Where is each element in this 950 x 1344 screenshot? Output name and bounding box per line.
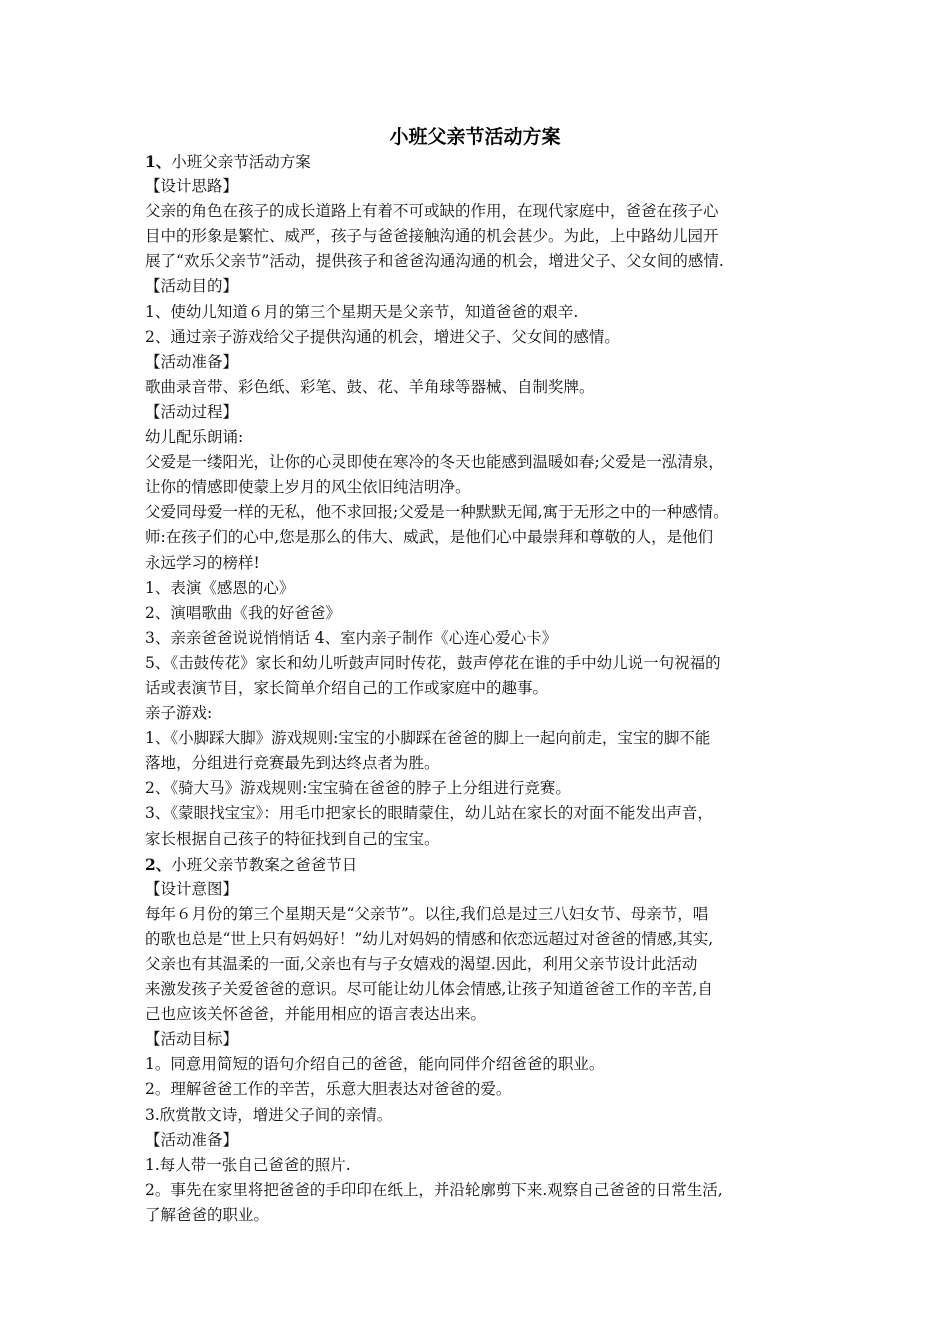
body-text-line xyxy=(145,827,817,852)
body-text-line xyxy=(145,1203,817,1228)
line-text: 【设计意图】 xyxy=(145,879,239,898)
body-text-line xyxy=(145,1103,817,1128)
section-heading-line xyxy=(145,852,817,877)
line-text: 3、亲亲爸爸说说悄悄话 4、室内亲子制作《心连心爱心卡》 xyxy=(145,628,558,647)
line-text: 2、《骑大马》游戏规则:宝宝骑在爸爸的脖子上分组进行竞赛。 xyxy=(145,779,571,798)
body-text-line xyxy=(145,626,817,651)
body-text-line xyxy=(145,1153,817,1178)
body-text-line xyxy=(145,274,817,299)
body-text-line xyxy=(145,726,817,751)
body-text-line xyxy=(145,1077,817,1102)
line-text: 让你的情感即使蒙上岁月的风尘依旧纯洁明净。 xyxy=(145,478,471,497)
line-text: 3.欣赏散文诗，增进父子间的亲情。 xyxy=(145,1105,393,1124)
line-text: 来激发孩子关爱爸爸的意识。尽可能让幼儿体会情感,让孩子知道爸爸工作的辛苦,自 xyxy=(145,980,713,999)
line-text: 【活动目的】 xyxy=(145,277,239,296)
body-text-line xyxy=(145,1052,817,1077)
document-body xyxy=(145,149,817,1228)
line-text: 亲子游戏: xyxy=(145,704,213,723)
line-text: 话或表演节目，家长简单介绍自己的工作或家庭中的趣事。 xyxy=(145,678,549,697)
line-text: 2、演唱歌曲《我的好爸爸》 xyxy=(145,603,341,622)
body-text-line xyxy=(145,224,817,249)
line-text: 了解爸爸的职业。 xyxy=(145,1205,270,1224)
line-text: 【活动准备】 xyxy=(145,352,239,371)
line-text: 小班父亲节活动方案 xyxy=(171,153,311,171)
body-text-line xyxy=(145,977,817,1002)
body-text-line xyxy=(145,701,817,726)
line-text: 父爱是一缕阳光，让你的心灵即使在寒冷的冬天也能感到温暖如春;父爱是一泓清泉， xyxy=(145,453,724,472)
line-text: 1.每人带一张自己爸爸的照片. xyxy=(145,1155,351,1174)
body-text-line xyxy=(145,450,817,475)
line-text: 永远学习的榜样! xyxy=(145,553,260,572)
body-text-line xyxy=(145,801,817,826)
body-text-line xyxy=(145,325,817,350)
body-text-line xyxy=(145,877,817,902)
body-text-line xyxy=(145,350,817,375)
line-text: 落地，分组进行竞赛最先到达终点者为胜。 xyxy=(145,754,440,773)
line-text: 歌曲录音带、彩色纸、彩笔、鼓、花、羊角球等器械、自制奖牌。 xyxy=(145,377,595,396)
line-text: 1、表演《感恩的心》 xyxy=(145,578,295,597)
body-text-line xyxy=(145,651,817,676)
line-text: 己也应该关怀爸爸，并能用相应的语言表达出来。 xyxy=(145,1005,487,1024)
body-text-line xyxy=(145,174,817,199)
line-text: 展了“欢乐父亲节”活动，提供孩子和爸爸沟通沟通的机会，增进父子、父女间的感情. xyxy=(145,252,724,271)
body-text-line xyxy=(145,199,817,224)
line-text: 3、《蒙眼找宝宝》：用毛巾把家长的眼睛蒙住，幼儿站在家长的对面不能发出声音， xyxy=(145,804,713,823)
body-text-line xyxy=(145,1002,817,1027)
section-number: 1、 xyxy=(145,152,172,171)
line-text: 幼儿配乐朗诵: xyxy=(145,428,244,447)
body-text-line xyxy=(145,500,817,525)
body-text-line xyxy=(145,1027,817,1052)
line-text: 父亲的角色在孩子的成长道路上有着不可或缺的作用，在现代家庭中，爸爸在孩子心 xyxy=(145,202,719,221)
line-text: 父亲也有其温柔的一面,父亲也有与子女嬉戏的渴望.因此，利用父亲节设计此活动 xyxy=(145,955,698,973)
line-text: 2。事先在家里将把爸爸的手印印在纸上，并沿轮廓剪下来.观察自己爸爸的日常生活, xyxy=(145,1180,723,1199)
body-text-line xyxy=(145,525,817,550)
body-text-line xyxy=(145,902,817,927)
line-text: 师:在孩子们的心中,您是那么的伟大、威武，是他们心中最崇拜和尊敬的人，是他们 xyxy=(145,528,714,547)
line-text: 每年６月份的第三个星期天是“父亲节”。以往,我们总是过三八妇女节、母亲节，唱 xyxy=(145,904,709,923)
line-text: 家长根据自己孩子的特征找到自己的宝宝。 xyxy=(145,829,440,848)
body-text-line xyxy=(145,249,817,274)
line-text: 【设计思路】 xyxy=(145,177,239,196)
body-text-line xyxy=(145,375,817,400)
line-text: 2。理解爸爸工作的辛苦，乐意大胆表达对爸爸的爱。 xyxy=(145,1080,512,1099)
line-text: 2、通过亲子游戏给父子提供沟通的机会，增进父子、父女间的感情。 xyxy=(145,327,620,346)
body-text-line xyxy=(145,475,817,500)
line-text: 【活动目标】 xyxy=(145,1030,239,1049)
body-text-line xyxy=(145,952,817,977)
body-text-line xyxy=(145,1128,817,1153)
body-text-line xyxy=(145,400,817,425)
line-text: 【活动准备】 xyxy=(145,1130,239,1149)
line-text: 5、《击鼓传花》家长和幼儿听鼓声同时传花，鼓声停花在谁的手中幼儿说一句祝福的 xyxy=(145,653,721,672)
body-text-line xyxy=(145,927,817,952)
body-text-line xyxy=(145,576,817,601)
body-text-line xyxy=(145,751,817,776)
line-text: 目中的形象是繁忙、威严，孩子与爸爸接触沟通的机会甚少。为此，上中路幼儿园开 xyxy=(145,227,719,246)
body-text-line xyxy=(145,300,817,325)
section-number: 2、 xyxy=(145,854,172,874)
body-text-line xyxy=(145,601,817,626)
line-text: 小班父亲节教案之爸爸节日 xyxy=(171,855,358,874)
body-text-line xyxy=(145,776,817,801)
line-text: 1、《小脚踩大脚》游戏规则:宝宝的小脚踩在爸爸的脚上一起向前走，宝宝的脚不能 xyxy=(145,729,711,748)
line-text: 父爱同母爱一样的无私，他不求回报;父爱是一种默默无闻,寓于无形之中的一种感情。 xyxy=(145,503,729,522)
line-text: 1。同意用简短的语句介绍自己的爸爸，能向同伴介绍爸爸的职业。 xyxy=(145,1055,605,1074)
section-heading-line xyxy=(145,149,817,174)
body-text-line xyxy=(145,425,817,450)
line-text: 1、使幼儿知道６月的第三个星期天是父亲节，知道爸爸的艰辛. xyxy=(145,302,579,321)
body-text-line xyxy=(145,676,817,701)
line-text: 【活动过程】 xyxy=(145,402,239,421)
document-title: 小班父亲节活动方案 xyxy=(389,126,561,148)
line-text: 的歌也总是“世上只有妈妈好！”幼儿对妈妈的情感和依恋远超过对爸爸的情感,其实, xyxy=(145,929,714,948)
body-text-line xyxy=(145,1178,817,1203)
body-text-line xyxy=(145,551,817,576)
